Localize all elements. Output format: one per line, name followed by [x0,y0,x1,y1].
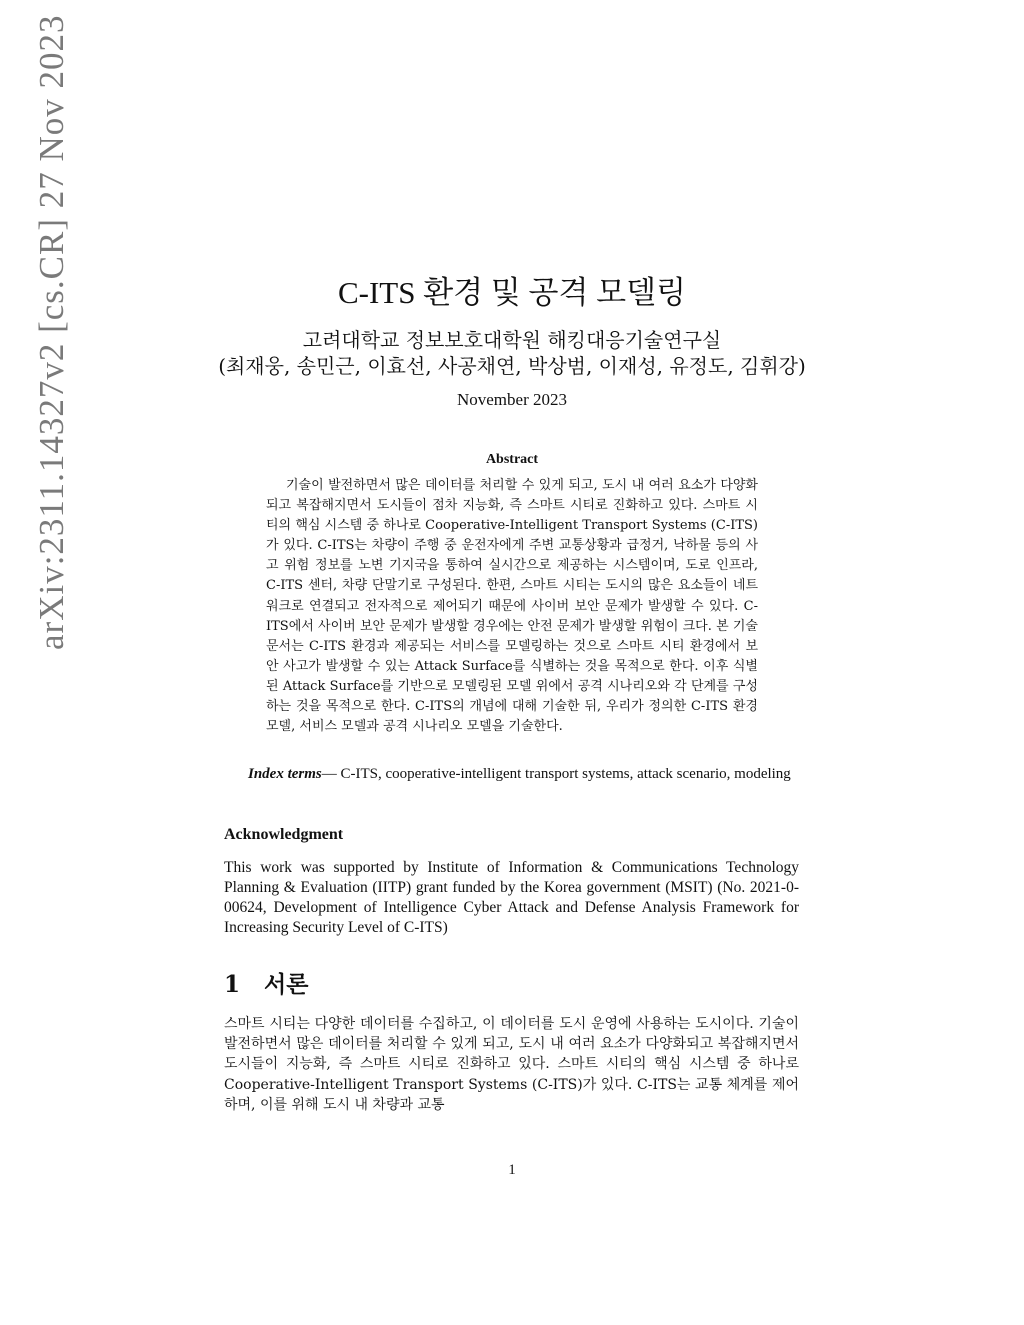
index-terms-separator: — [321,766,341,782]
index-terms [224,764,799,784]
section-body-text: 스마트 시티는 다양한 데이터를 수집하고, 이 데이터를 도시 운영에 사용하는 도시이다. 기술이 발전하면서 많은 데이터를 처리할 수 있게 되고, 도시 내 여러 요소가 다양화되고 복잡해지면서 도시들이 지능화, 즉 스마트 시티로 진화하고 있다. 스마트 시티의 핵심 시스템 중 하나로 Cooperative-Intelligent Transport Systems (C-ITS)가 있다. C-ITS는 교통 체계를 제어하며, 이를 위해 도시 내 차량과 교통 [224,1016,799,1113]
index-terms-label: Index terms [248,766,322,782]
affiliation: 고려대학교 정보보호대학원 해킹대응기술연구실 [302,328,722,352]
section-heading [224,966,308,999]
acknowledgment-text: This work was supported by Institute of Information & Communications Technology Planning & Evaluation (IITP) grant funded by the Korea government (MSIT) (No. 2021-0-00624, Development of Intelligence Cyber Attack and Defense Analysis Framework for Increasing Security Level of C-ITS) [224,859,799,936]
abstract-text: 기술이 발전하면서 많은 데이터를 처리할 수 있게 되고, 도시 내 여러 요소가 다양화되고 복잡해지면서 도시들이 점차 지능화, 즉 스마트 시티로 진화하고 있다. 스마트 시티의 핵심 시스템 중 하나로 Cooperative-Intelligent Transport Systems (C-ITS)가 있다. C-ITS는 차량이 주행 중 운전자에게 주변 교통상황과 급정거, 낙하물 등의 사고 위험 정보를 노변 기지국을 통하여 실시간으로 제공하는 시스템이며, 도로 인프라, C-ITS 센터, 차량 단말기로 구성된다. 한편, 스마트 시티는 도시의 많은 요소들이 네트워크로 연결되고 전자적으로 제어되기 때문에 사이버 보안 문제가 발생할 수 있다. C-ITS에서 사이버 보안 문제가 발생할 경우에는 안전 문제가 발생할 위험이 크다. 본 기술 문서는 C-ITS 환경과 제공되는 서비스를 모델링하는 것으로 스마트 시티 환경에서 보안 사고가 발생할 수 있는 Attack Surface를 식별하는 것을 목적으로 한다. 이후 식별된 Attack Surface를 기반으로 모델링된 모델 위에서 공격 시나리오와 각 단계를 구성하는 것을 목적으로 한다. C-ITS의 개념에 대해 기술한 뒤, 우리가 정의한 C-ITS 환경 모델, 서비스 모델과 공격 시나리오 모델을 기술한다. [266,478,758,735]
publication-date: November 2023 [456,390,567,409]
section-title: 서론 [264,971,309,998]
index-terms-text: C-ITS, cooperative-intelligent transport systems, attack scenario, modeling [340,766,791,782]
arxiv-identifier: arXiv:2311.14327v2 [cs.CR] 27 Nov 2023 [32,14,71,650]
paper-title: C-ITS 환경 및 공격 모델링 [337,275,687,310]
page-number: 1 [508,1162,516,1178]
section-number: 1 [224,971,241,998]
acknowledgment-heading: Acknowledgment [224,826,344,843]
author-list: (최재웅, 송민근, 이효선, 사공채연, 박상범, 이재성, 유정도, 김휘강) [218,354,806,378]
abstract-heading: Abstract [485,452,539,467]
